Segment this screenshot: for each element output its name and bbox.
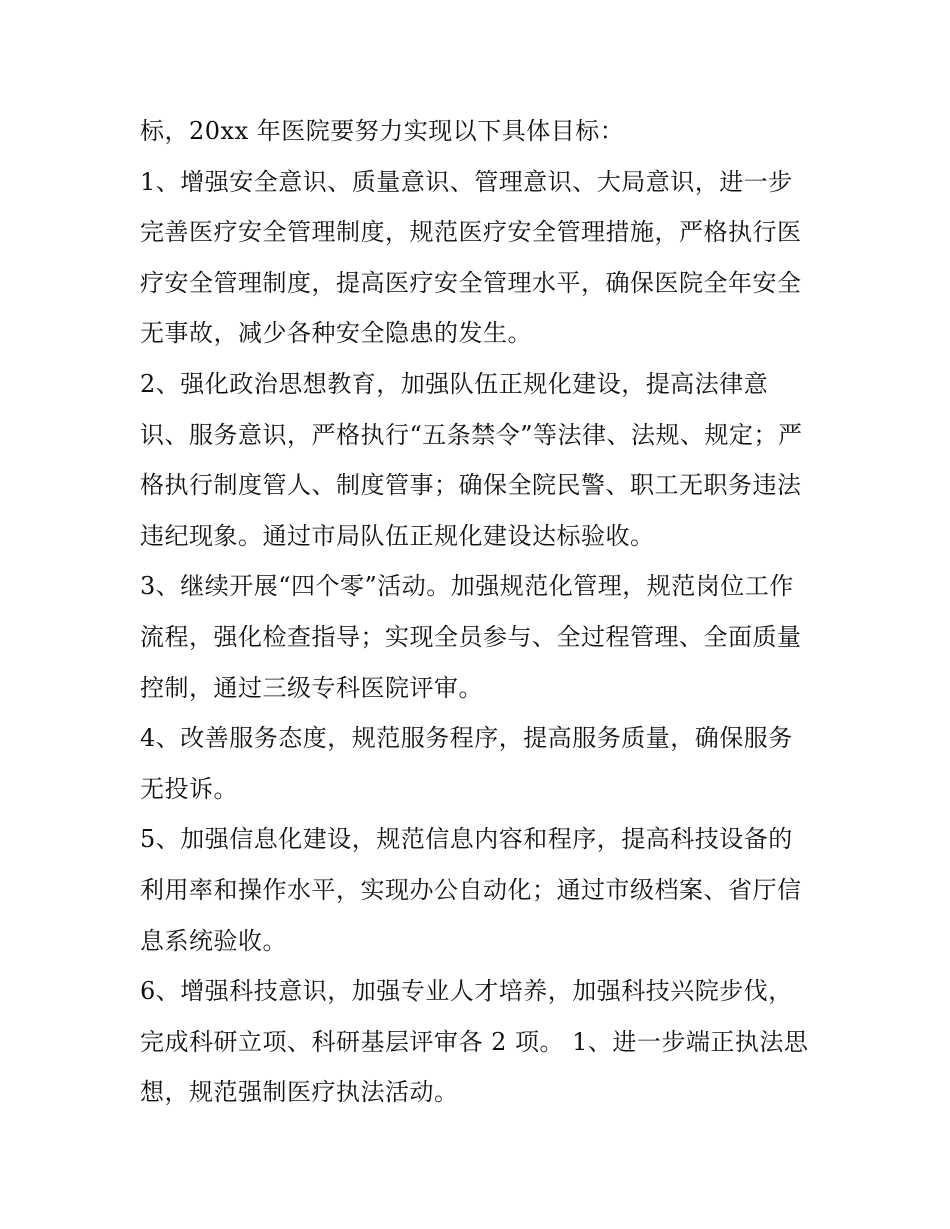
text-line-15: 5、加强信息化建设，规范信息内容和程序，提高科技设备的	[140, 825, 793, 854]
text-line-7: 识、服务意识，严格执行“五条禁令”等法律、法规、规定；严	[140, 420, 803, 449]
text-line-8: 格执行制度管人、制度管事；确保全院民警、职工无职务违法	[140, 471, 802, 500]
text-line-5: 无事故，减少各种安全隐患的发生。	[140, 319, 532, 348]
text-line-12: 控制，通过三级专科医院评审。	[140, 673, 483, 702]
text-line-2: 1、增强安全意识、质量意识、管理意识、大局意识，进一步	[140, 167, 793, 196]
text-line-11: 流程，强化检查指导；实现全员参与、全过程管理、全面质量	[140, 622, 802, 651]
text-line-19: 完成科研立项、科研基层评审各 2 项。 1、进一步端正执法思	[140, 1027, 809, 1056]
document-body	[140, 106, 820, 1118]
text-line-9: 违纪现象。通过市局队伍正规化建设达标验收。	[140, 521, 655, 550]
text-line-16: 利用率和操作水平，实现办公自动化；通过市级档案、省厅信	[140, 875, 802, 904]
text-line-17: 息系统验收。	[140, 926, 287, 955]
text-line-10: 3、继续开展“四个零”活动。加强规范化管理，规范岗位工作	[140, 572, 794, 601]
text-line-6: 2、强化政治思想教育，加强队伍正规化建设，提高法律意	[140, 369, 769, 398]
text-line-13: 4、改善服务态度，规范服务程序，提高服务质量，确保服务	[140, 724, 793, 753]
text-line-3: 完善医疗安全管理制度，规范医疗安全管理措施，严格执行医	[140, 218, 802, 247]
text-line-14: 无投诉。	[140, 774, 238, 803]
text-line-1: 标，20xx 年医院要努力实现以下具体目标：	[140, 117, 625, 145]
text-line-20: 想，规范强制医疗执法活动。	[140, 1078, 459, 1107]
text-line-18: 6、增强科技意识，加强专业人才培养，加强科技兴院步伐，	[140, 977, 793, 1006]
text-line-4: 疗安全管理制度，提高医疗安全管理水平，确保医院全年安全	[140, 268, 802, 297]
